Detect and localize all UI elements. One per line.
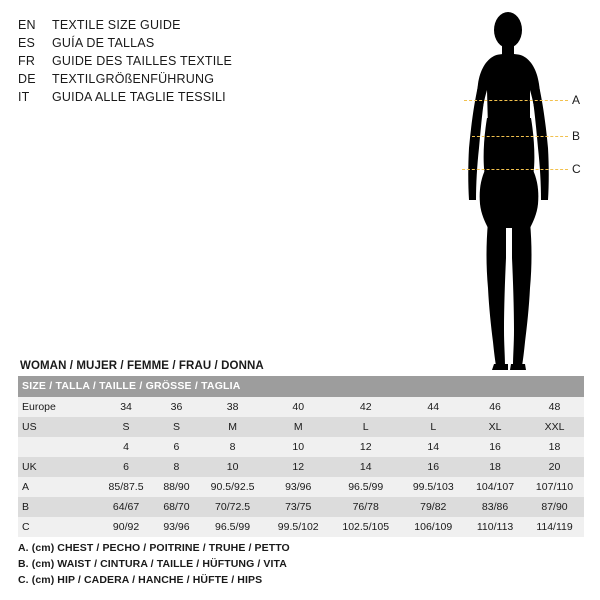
measure-line-chest: [464, 100, 568, 101]
cell: 6: [98, 457, 154, 477]
cell: 18: [525, 437, 584, 457]
measure-label-c: C: [572, 162, 581, 176]
cell: 12: [330, 437, 401, 457]
measure-line-waist: [472, 136, 568, 137]
language-code: IT: [18, 90, 30, 104]
cell: S: [154, 417, 199, 437]
cell: 4: [98, 437, 154, 457]
cell: 99.5/103: [401, 477, 465, 497]
footnote-b: B. (cm) WAIST / CINTURA / TAILLE / HÜFTUNG / VITA: [18, 558, 287, 570]
cell: 36: [154, 397, 199, 417]
cell: 14: [401, 437, 465, 457]
row-label: B: [18, 497, 98, 517]
table-header-label: SIZE / TALLA / TAILLE / GRÖSSE / TAGLIA: [18, 376, 584, 397]
footnote-c: C. (cm) HIP / CADERA / HANCHE / HÜFTE / HIPS: [18, 574, 263, 586]
cell: 70/72.5: [199, 497, 267, 517]
size-table: [18, 376, 584, 537]
female-silhouette-icon: [400, 8, 600, 378]
language-title: TEXTILE SIZE GUIDE: [52, 18, 181, 32]
cell: 34: [98, 397, 154, 417]
row-label: US: [18, 417, 98, 437]
table-row: [18, 457, 584, 477]
cell: 20: [525, 457, 584, 477]
table-row: [18, 437, 584, 457]
cell: 88/90: [154, 477, 199, 497]
cell: 83/86: [465, 497, 525, 517]
cell: 73/75: [266, 497, 330, 517]
row-label: A: [18, 477, 98, 497]
language-row: [18, 70, 318, 88]
cell: 90.5/92.5: [199, 477, 267, 497]
row-label: UK: [18, 457, 98, 477]
language-title: GUÍA DE TALLAS: [52, 36, 155, 50]
language-row: [18, 34, 318, 52]
cell: 79/82: [401, 497, 465, 517]
cell: 6: [154, 437, 199, 457]
row-label: Europe: [18, 397, 98, 417]
cell: M: [199, 417, 267, 437]
cell: 10: [266, 437, 330, 457]
cell: L: [330, 417, 401, 437]
cell: 12: [266, 457, 330, 477]
cell: 106/109: [401, 517, 465, 537]
cell: 14: [330, 457, 401, 477]
cell: 16: [465, 437, 525, 457]
row-label: [18, 437, 98, 457]
table-header-row: [18, 376, 584, 397]
cell: 76/78: [330, 497, 401, 517]
cell: 87/90: [525, 497, 584, 517]
language-code: EN: [18, 18, 36, 32]
cell: L: [401, 417, 465, 437]
cell: 68/70: [154, 497, 199, 517]
measure-label-b: B: [572, 129, 581, 143]
cell: 96.5/99: [330, 477, 401, 497]
cell: 107/110: [525, 477, 584, 497]
cell: 85/87.5: [98, 477, 154, 497]
cell: 46: [465, 397, 525, 417]
language-row: [18, 16, 318, 34]
cell: S: [98, 417, 154, 437]
cell: 8: [199, 437, 267, 457]
cell: M: [266, 417, 330, 437]
cell: 93/96: [266, 477, 330, 497]
cell: 42: [330, 397, 401, 417]
cell: 110/113: [465, 517, 525, 537]
cell: 104/107: [465, 477, 525, 497]
cell: 40: [266, 397, 330, 417]
table-row: [18, 517, 584, 537]
language-row: [18, 52, 318, 70]
cell: 93/96: [154, 517, 199, 537]
table-group-title: WOMAN / MUJER / FEMME / FRAU / DONNA: [20, 360, 264, 372]
table-row: [18, 477, 584, 497]
size-table-section: [18, 358, 584, 537]
cell: 48: [525, 397, 584, 417]
language-title: GUIDE DES TAILLES TEXTILE: [52, 54, 233, 68]
body-figure: [400, 8, 600, 378]
cell: 38: [199, 397, 267, 417]
language-code: ES: [18, 36, 36, 50]
footnote-list: [18, 540, 418, 588]
footnote-a: A. (cm) CHEST / PECHO / POITRINE / TRUHE / PETTO: [18, 542, 290, 554]
language-title: TEXTILGRÖßENFÜHRUNG: [52, 72, 215, 86]
cell: 90/92: [98, 517, 154, 537]
language-code: FR: [18, 54, 36, 68]
cell: 96.5/99: [199, 517, 267, 537]
cell: 114/119: [525, 517, 584, 537]
cell: 8: [154, 457, 199, 477]
cell: 18: [465, 457, 525, 477]
cell: XXL: [525, 417, 584, 437]
table-row: [18, 417, 584, 437]
cell: 64/67: [98, 497, 154, 517]
measure-line-hip: [462, 169, 568, 170]
measure-label-a: A: [572, 93, 581, 107]
cell: 102.5/105: [330, 517, 401, 537]
table-row: [18, 497, 584, 517]
language-title: GUIDA ALLE TAGLIE TESSILI: [52, 90, 226, 104]
table-row: [18, 397, 584, 417]
language-code: DE: [18, 72, 36, 86]
language-row: [18, 88, 318, 106]
language-list: [18, 16, 318, 106]
cell: XL: [465, 417, 525, 437]
cell: 44: [401, 397, 465, 417]
cell: 16: [401, 457, 465, 477]
row-label: C: [18, 517, 98, 537]
cell: 10: [199, 457, 267, 477]
cell: 99.5/102: [266, 517, 330, 537]
